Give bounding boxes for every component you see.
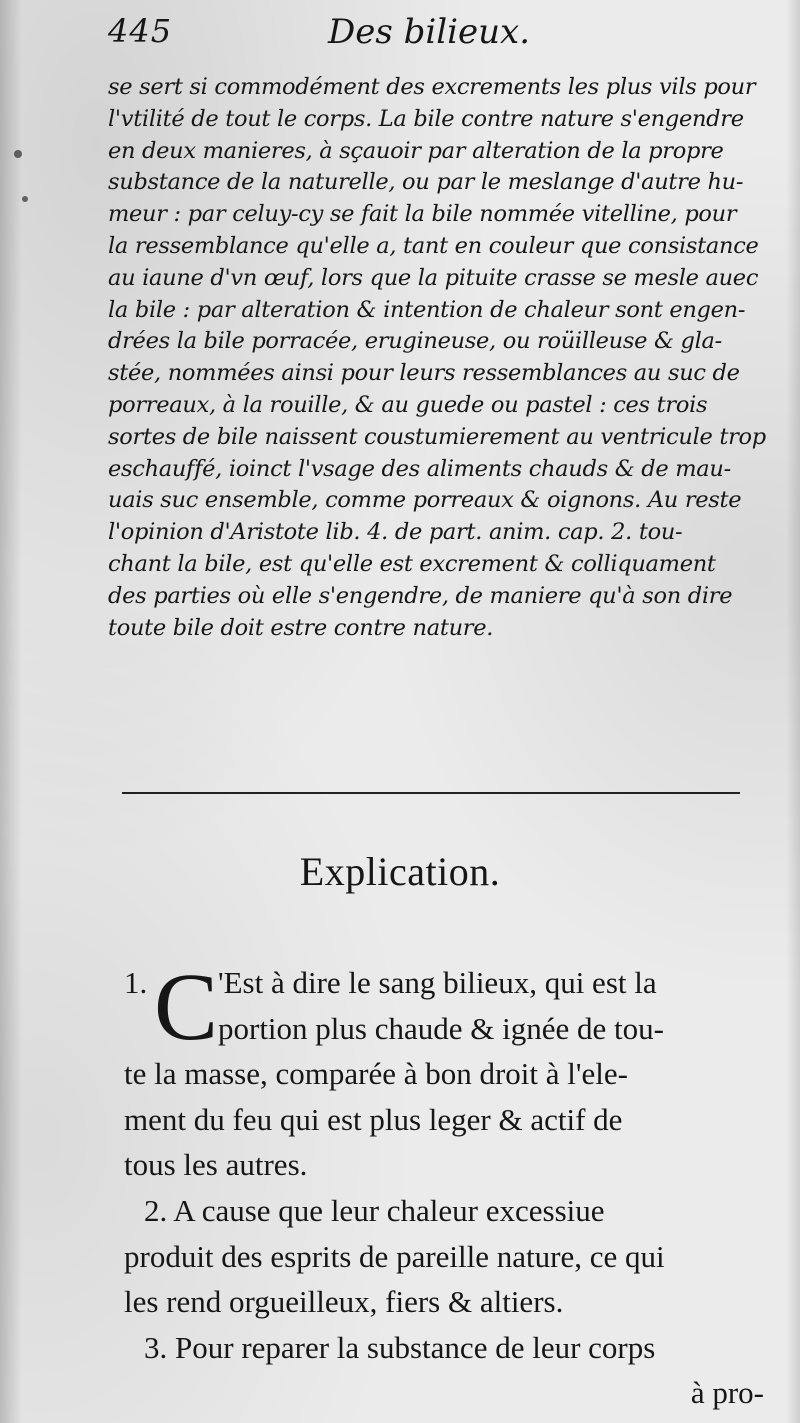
section-divider xyxy=(122,792,740,794)
running-head xyxy=(108,12,748,58)
text-line: l'vtilité de tout le corps. La bile contre nature s'engendre xyxy=(108,105,744,132)
item-number: 1. xyxy=(124,965,148,1000)
text-line: la bile : par alteration & intention de chaleur sont engen- xyxy=(108,296,746,323)
drop-cap: C xyxy=(154,953,219,1060)
text-line: 2. A cause que leur chaleur excessiue xyxy=(144,1192,605,1228)
text-line: au iaune d'vn œuf, lors que la pituite crasse se mesle auec xyxy=(108,264,759,291)
text-line: les rend orgueilleux, fiers & altiers. xyxy=(124,1284,564,1320)
text-line: en deux manieres, à sçauoir par alteration de la propre xyxy=(108,137,724,164)
running-title: Des bilieux. xyxy=(328,12,531,52)
text-line: produit des esprits de pareille nature, ce qui xyxy=(124,1238,665,1274)
section-heading: Explication. xyxy=(299,849,501,894)
text-line: substance de la naturelle, ou par le meslange d'autre hu- xyxy=(108,169,744,196)
text-line: eschauffé, ioinct l'vsage des aliments chauds & de mau- xyxy=(108,455,731,482)
text-line-content: 'Est à dire le sang bilieux, qui est la xyxy=(218,965,657,1000)
text-line: meur : par celuy-cy se fait la bile nommée vitelline, pour xyxy=(108,201,737,228)
catchword: à pro- xyxy=(690,1375,764,1411)
text-line: se sert si commodément des excrements les plus vils pour xyxy=(108,74,756,100)
ink-spot xyxy=(14,150,22,158)
text-line: l'opinion d'Aristote lib. 4. de part. anim. cap. 2. tou- xyxy=(108,519,683,546)
text-line: des parties où elle s'engendre, de maniere qu'à son dire xyxy=(108,582,733,609)
text-line: tous les autres. xyxy=(124,1147,308,1183)
text-line: porreaux, à la rouille, & au guede ou pastel : ces trois xyxy=(108,391,708,418)
text-line: toute bile doit estre contre nature. xyxy=(108,614,494,641)
text-line: 3. Pour reparer la substance de leur corps xyxy=(144,1329,656,1365)
explication-text xyxy=(124,953,768,1416)
text-line: la ressemblance qu'elle a, tant en couleur que consistance xyxy=(108,232,759,259)
page-number: 445 xyxy=(108,12,173,50)
page-shadow-right xyxy=(786,0,800,1423)
text-line: uais suc ensemble, comme porreaux & oignons. Au reste xyxy=(108,487,742,514)
text-line: ment du feu qui est plus leger & actif de xyxy=(124,1101,623,1137)
text-line: portion plus chaude & ignée de tou- xyxy=(218,1010,664,1046)
text-line: stée, nommées ainsi pour leurs ressemblances au suc de xyxy=(108,360,740,387)
text-line: chant la bile, est qu'elle est excrement & colliquament xyxy=(108,550,716,577)
text-line xyxy=(124,960,768,1006)
commentary-text xyxy=(108,72,768,644)
page-shadow-left xyxy=(0,0,22,1423)
text-line: sortes de bile naissent coustumierement au ventricule trop xyxy=(108,423,766,450)
text-line: drées la bile porracée, erugineuse, ou roüilleuse & gla- xyxy=(108,328,722,355)
ink-spot xyxy=(22,196,28,202)
text-line: te la masse, comparée à bon droit à l'ele- xyxy=(124,1056,628,1092)
